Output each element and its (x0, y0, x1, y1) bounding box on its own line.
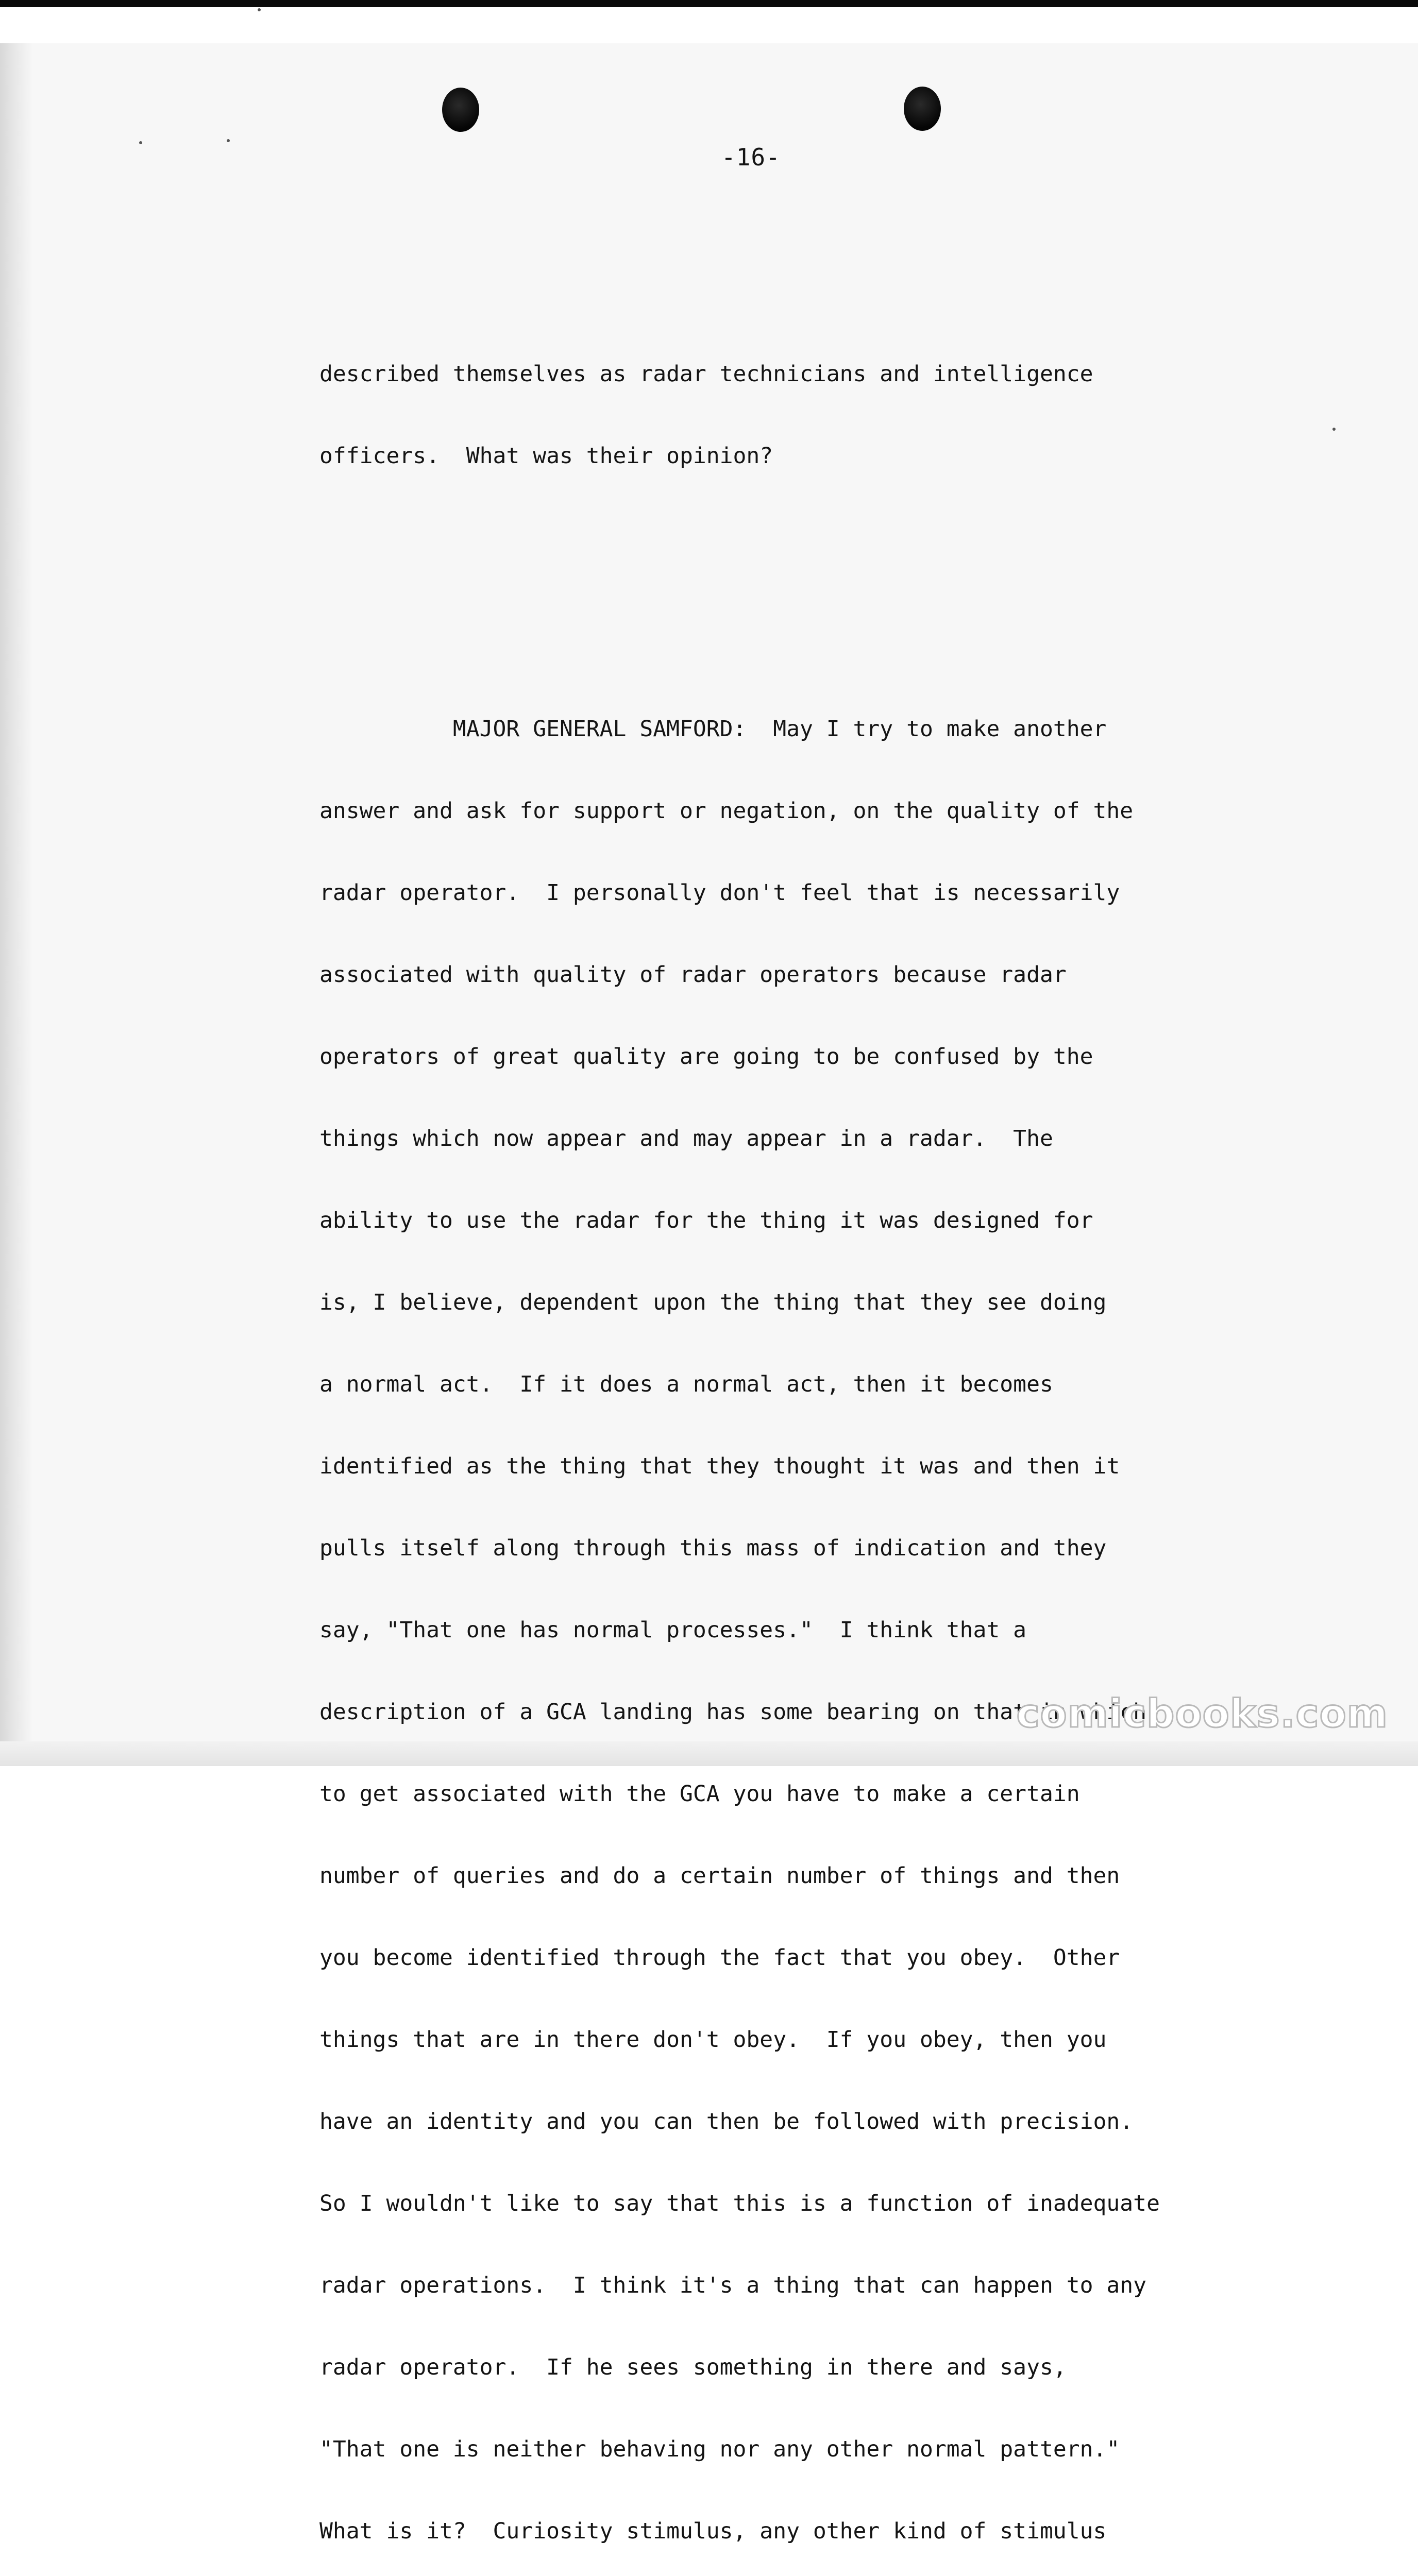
scan-top-edge (0, 0, 1418, 7)
text-line: to get associated with the GCA you have to make a certain (319, 1781, 1080, 1807)
text-line: MAJOR GENERAL SAMFORD: May I try to make another (319, 716, 1107, 742)
text-line: operators of great quality are going to be confused by the (319, 1044, 1093, 1070)
text-line: radar operator. I personally don't feel that is necessarily (319, 880, 1120, 906)
scan-speck (139, 141, 142, 144)
text-line: pulls itself along through this mass of indication and they (319, 1535, 1107, 1561)
text-line: say, "That one has normal processes." I think that a (319, 1617, 1027, 1643)
text-line: radar operations. I think it's a thing that can happen to any (319, 2273, 1147, 2298)
scan-speck (1332, 428, 1336, 431)
paragraph-question-continuation (319, 306, 1206, 524)
text-line: ability to use the radar for the thing it was designed for (319, 1208, 1093, 1233)
text-line: things that are in there don't obey. If you obey, then you (319, 2027, 1107, 2053)
text-line: identified as the thing that they thought it was and then it (319, 1453, 1120, 1479)
text-line: a normal act. If it does a normal act, then it becomes (319, 1371, 1053, 1397)
scan-top-margin (0, 7, 1418, 43)
text-line: What is it? Curiosity stimulus, any other kind of stimulus (319, 2518, 1107, 2544)
text-line: described themselves as radar technicians and intelligence (319, 361, 1093, 387)
text-line: So I wouldn't like to say that this is a function of inadequate (319, 2191, 1160, 2216)
text-line: number of queries and do a certain number of things and then (319, 1863, 1120, 1889)
text-line: associated with quality of radar operators because radar (319, 962, 1067, 988)
text-line: have an identity and you can then be followed with precision. (319, 2109, 1134, 2134)
text-line: is, I believe, dependent upon the thing that they see doing (319, 1290, 1107, 1315)
text-line: "That one is neither behaving nor any other normal pattern." (319, 2436, 1120, 2462)
text-line: radar operator. If he sees something in there and says, (319, 2354, 1067, 2380)
transcript-body (319, 251, 1206, 2576)
text-line: answer and ask for support or negation, on the quality of the (319, 798, 1134, 824)
punch-hole-left (442, 88, 479, 132)
scan-speck (227, 139, 230, 142)
punch-hole-right (904, 87, 941, 131)
text-line: things which now appear and may appear in a radar. The (319, 1126, 1053, 1151)
scan-speck (258, 8, 261, 11)
text-line: you become identified through the fact that you obey. Other (319, 1945, 1120, 1971)
scan-left-edge-shadow (0, 43, 33, 1766)
paragraph-samford-answer (319, 661, 1206, 2576)
text-line: officers. What was their opinion? (319, 443, 773, 469)
site-watermark: comicbooks.com (1016, 1690, 1388, 1736)
page-number: -16- (721, 143, 781, 171)
text-line: description of a GCA landing has some bearing on that in which (319, 1699, 1147, 1725)
